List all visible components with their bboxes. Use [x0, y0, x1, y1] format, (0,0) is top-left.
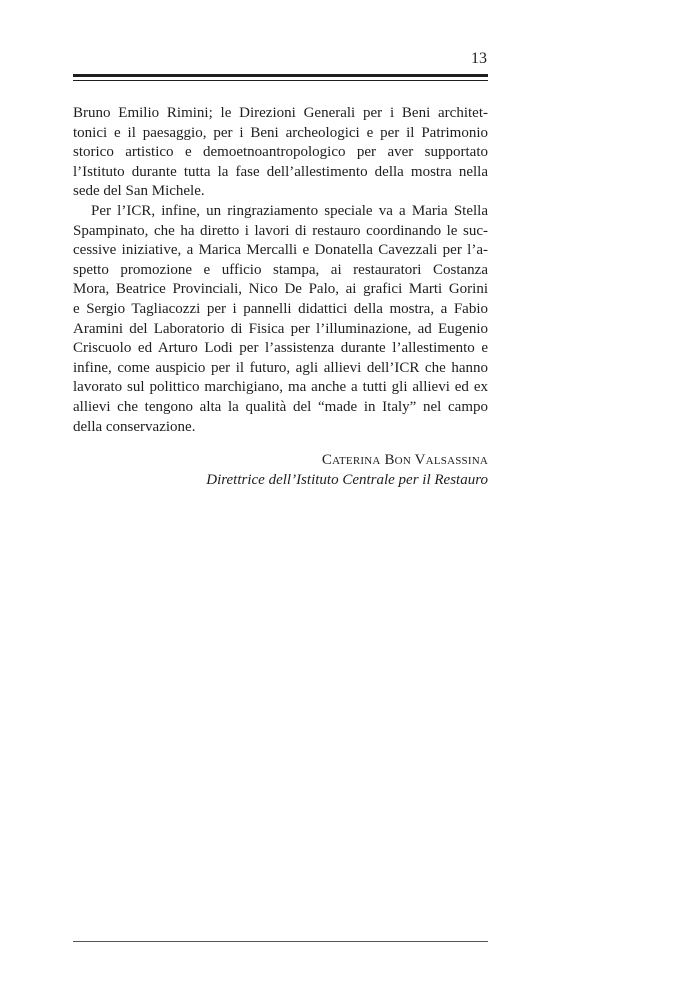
signature [73, 450, 488, 490]
text-line: l’Istituto durante tutta la fase dell’allestimento della mostra nella [73, 163, 488, 180]
text-line: sede del San Michele. [73, 183, 205, 200]
page-number: 13 [471, 50, 487, 67]
text-line: storico artistico e demoetnoantropologico per aver supportato [73, 144, 488, 161]
signature-role: Direttrice dell’Istituto Centrale per il Restauro [206, 472, 488, 488]
footer-rule [73, 941, 488, 942]
text-line: Bruno Emilio Rimini; le Direzioni Generali per i Beni architet- [73, 105, 488, 121]
text-line: della conservazione. [73, 418, 196, 435]
text-line: Spampinato, che ha diretto i lavori di restauro coordinando le suc- [73, 222, 488, 239]
text-line: Per l’ICR, infine, un ringraziamento speciale va a Maria Stella [91, 202, 488, 219]
text-line: lavorato sul polittico marchigiano, ma anche a tutti gli allievi ed ex [73, 379, 488, 396]
text-line: allievi che tengono alta la qualità del “made in Italy” nel campo [73, 398, 488, 415]
body-text [73, 104, 488, 437]
text-line: Aramini del Laboratorio di Fisica per l’illuminazione, ad Eugenio [73, 320, 488, 337]
text-line: tonici e il paesaggio, per i Beni archeologici e per il Patrimonio [73, 124, 488, 141]
text-line: spetto promozione e ufficio stampa, ai restauratori Costanza [73, 261, 488, 278]
text-line: cessive iniziative, a Marica Mercalli e Donatella Cavezzali per l’a- [73, 242, 488, 259]
header-rule-thin [73, 80, 488, 81]
signature-name: Caterina Bon Valsassina [321, 452, 488, 468]
text-line: infine, come auspicio per il futuro, agli allievi dell’ICR che hanno [73, 359, 488, 376]
text-line: Criscuolo ed Arturo Lodi per l’assistenza durante l’allestimento e [73, 340, 488, 357]
text-line: e Sergio Tagliacozzi per i pannelli didattici della mostra, a Fabio [73, 300, 488, 317]
text-line: Mora, Beatrice Provinciali, Nico De Palo, ai grafici Marti Gorini [73, 281, 488, 298]
header-rule-thick [73, 74, 488, 77]
